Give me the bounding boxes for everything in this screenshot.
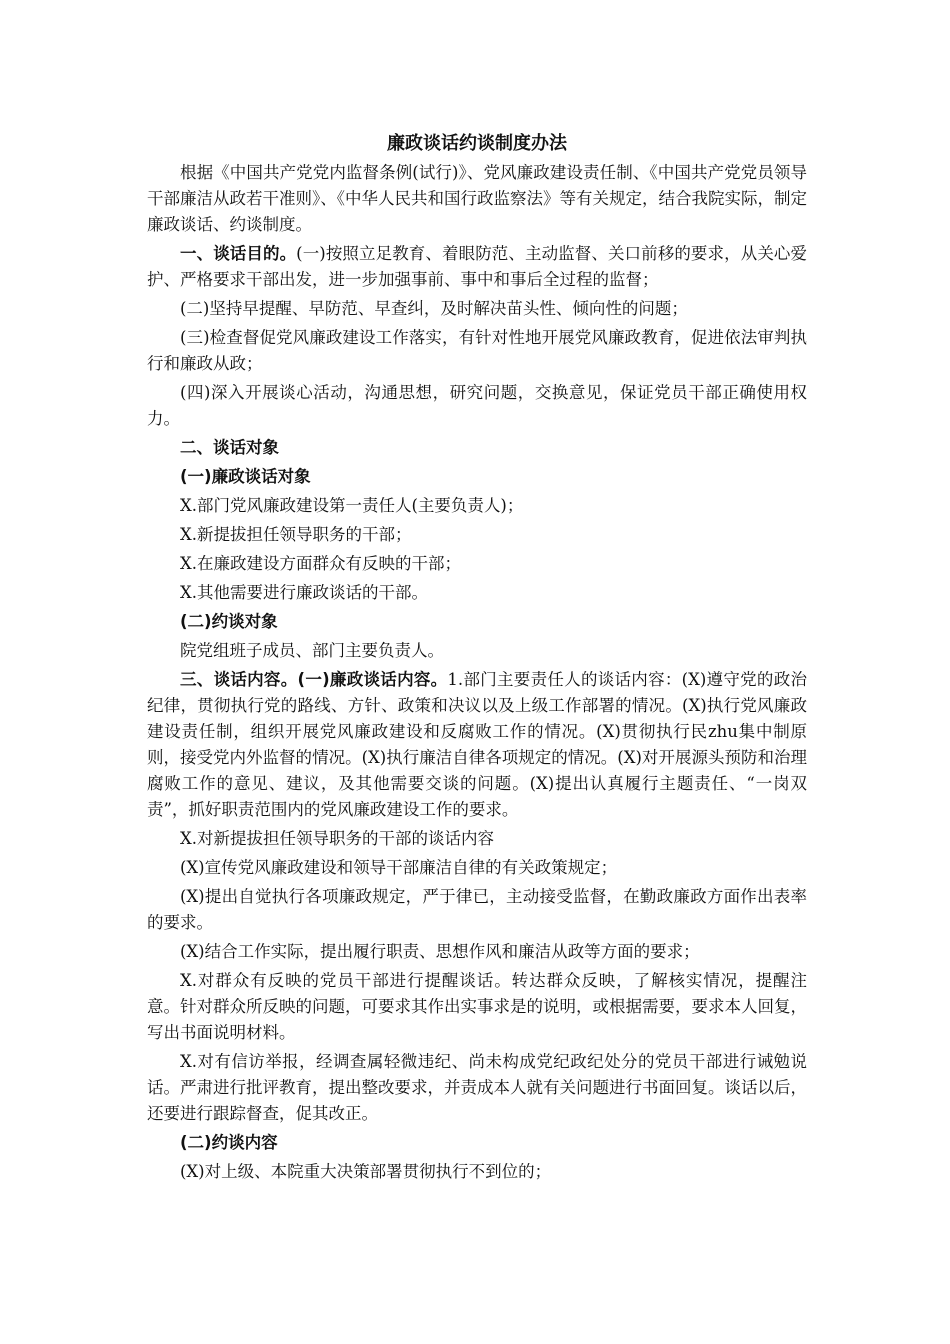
section-2-subheading-2: (二)约谈对象 bbox=[180, 612, 278, 631]
section-1-text: (一)按照立足教育、着眼防范、主动监督、关口前移的要求，从关心爱护、严格要求干部出发，进一步加强事前、事中和事后全过程的监督； bbox=[147, 244, 808, 289]
section-1-paragraph bbox=[147, 241, 807, 293]
section-3-paragraph-4: (X)提出自觉执行各项廉政规定，严于律已，主动接受监督，在勤政廉政方面作出表率的要求。 bbox=[147, 887, 807, 932]
section-2-subheading-1: (一)廉政谈话对象 bbox=[180, 467, 311, 486]
section-1-item-2: (二)坚持早提醒、早防范、早查纠，及时解决苗头性、倾向性的问题； bbox=[180, 299, 688, 318]
section-3-paragraph bbox=[147, 667, 807, 823]
section-3-paragraph-3: (X)宣传党风廉政建设和领导干部廉洁自律的有关政策规定； bbox=[180, 858, 618, 877]
section-3-subheading-2: (二)约谈内容 bbox=[180, 1133, 278, 1152]
section-2-list-item: X.部门党风廉政建设第一责任人(主要负责人)； bbox=[180, 496, 524, 515]
section-1-item-3: (三)检查督促党风廉政建设工作落实，有针对性地开展党风廉政教育，促进依法审判执行和廉政从政； bbox=[147, 328, 807, 373]
document-title: 廉政谈话约谈制度办法 bbox=[387, 133, 567, 154]
section-3-paragraph-6: X.对群众有反映的党员干部进行提醒谈话。转达群众反映，了解核实情况，提醒注意。针对群众所反映的问题，可要求其作出实事求是的说明，或根据需要，要求本人回复，写出书面说明材料。 bbox=[147, 971, 807, 1042]
section-3-text: 1.部门主要责任人的谈话内容：(X)遵守党的政治纪律，贯彻执行党的路线、方针、政策和决议以及上级工作部署的情况。(X)执行党风廉政建设责任制，组织开展党风廉政建设和反腐败工作的情况。(X)贯彻执行民zhu集中制原则，接受党内外监督的情况。(X)执行廉洁自律各项规定的情况。(X)对开展源头预防和治理腐败工作的意见、建议，及其他需要交谈的问题。(X)提出认真履行主题责任、“一岗双责”，抓好职责范围内的党风廉政建设工作的要求。 bbox=[147, 670, 807, 819]
section-2-heading: 二、谈话对象 bbox=[180, 438, 279, 457]
section-3-paragraph-7: X.对有信访举报，经调查属轻微违纪、尚未构成党纪政纪处分的党员干部进行诫勉说话。严肃进行批评教育，提出整改要求，并责成本人就有关问题进行书面回复。谈话以后，还要进行跟踪督查，促其改正。 bbox=[147, 1052, 807, 1123]
document-page bbox=[147, 132, 807, 1188]
section-1-item-4: (四)深入开展谈心活动，沟通思想，研究问题，交换意见，保证党员干部正确使用权力。 bbox=[147, 383, 807, 428]
section-1-heading: 一、谈话目的。 bbox=[180, 244, 297, 263]
section-3-paragraph-5: (X)结合工作实际，提出履行职责、思想作风和廉洁从政等方面的要求； bbox=[180, 942, 700, 961]
section-3-paragraph-2: X.对新提拔担任领导职务的干部的谈话内容 bbox=[180, 829, 494, 848]
section-2-list-item: X.在廉政建设方面群众有反映的干部； bbox=[180, 554, 461, 573]
section-3-heading: 三、谈话内容。(一)廉政谈话内容。 bbox=[180, 670, 448, 689]
section-2-list-item: X.其他需要进行廉政谈话的干部。 bbox=[180, 583, 428, 602]
intro-paragraph: 根据《中国共产党党内监督条例(试行)》、党风廉政建设责任制、《中国共产党党员领导干部廉洁从政若干准则》、《中华人民共和国行政监察法》等有关规定，结合我院实际，制定廉政谈话、约谈制度。 bbox=[147, 163, 807, 234]
section-2-sub2-text: 院党组班子成员、部门主要负责人。 bbox=[180, 641, 444, 660]
section-2-list-item: X.新提拔担任领导职务的干部； bbox=[180, 525, 412, 544]
section-3-sub2-paragraph: (X)对上级、本院重大决策部署贯彻执行不到位的； bbox=[180, 1162, 552, 1181]
